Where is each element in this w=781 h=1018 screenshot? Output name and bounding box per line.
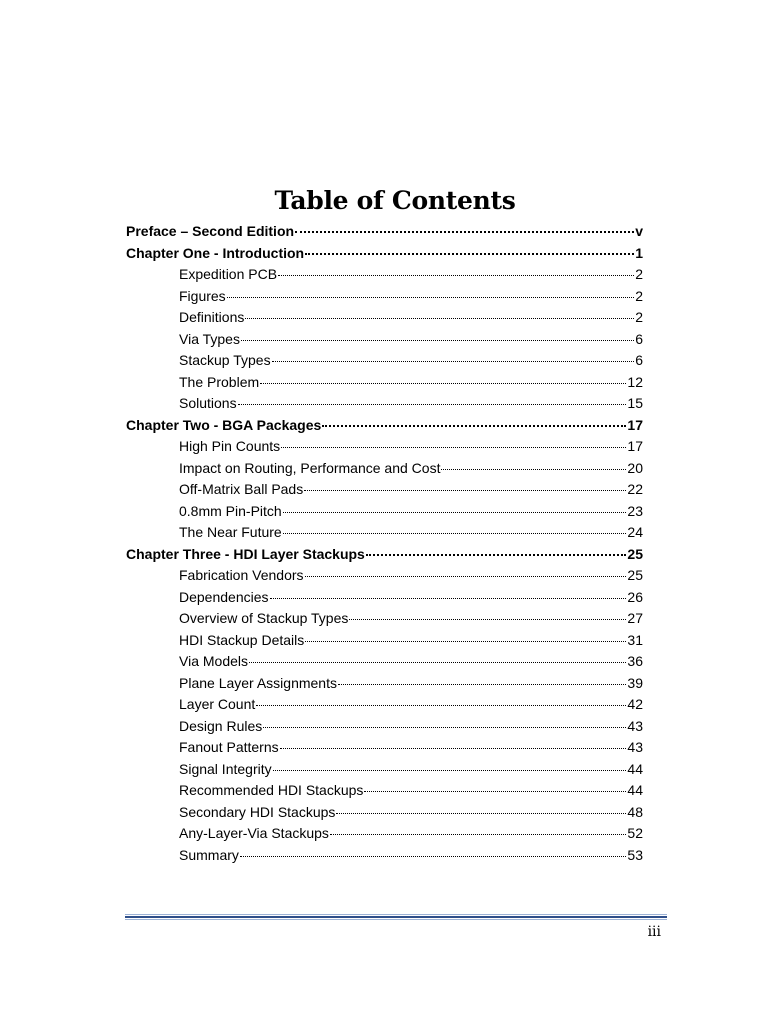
toc-entry-label: Plane Layer Assignments bbox=[179, 674, 337, 691]
toc-section-entry[interactable] bbox=[126, 632, 643, 654]
toc-dot-leader bbox=[280, 748, 627, 749]
toc-entry-page-number: v bbox=[635, 223, 643, 239]
toc-dot-leader bbox=[263, 727, 626, 728]
toc-chapter-entry[interactable] bbox=[126, 245, 643, 267]
toc-entry-label: Signal Integrity bbox=[179, 760, 272, 777]
toc-entry-page-number: 39 bbox=[627, 674, 643, 691]
toc-dot-leader bbox=[305, 641, 626, 642]
toc-dot-leader bbox=[305, 576, 627, 577]
toc-entry-label: The Near Future bbox=[179, 524, 282, 540]
toc-dot-leader bbox=[349, 619, 626, 620]
toc-entry-label: 0.8mm Pin-Pitch bbox=[179, 502, 282, 519]
toc-dot-leader bbox=[283, 533, 627, 534]
toc-dot-leader bbox=[330, 834, 626, 835]
toc-entry-page-number: 6 bbox=[635, 352, 643, 368]
toc-entry-page-number: 23 bbox=[627, 502, 643, 519]
toc-entry-page-number: 2 bbox=[635, 287, 643, 304]
footer-rule-thick bbox=[125, 916, 667, 918]
footer-rule-thin-bottom bbox=[125, 919, 667, 920]
toc-section-entry[interactable] bbox=[126, 481, 643, 503]
toc-dot-leader bbox=[273, 770, 627, 771]
toc-section-entry[interactable] bbox=[126, 825, 643, 847]
toc-entry-label: Definitions bbox=[179, 309, 245, 325]
toc-dot-leader bbox=[278, 275, 634, 276]
toc-section-entry[interactable] bbox=[126, 589, 643, 611]
toc-section-entry[interactable] bbox=[126, 352, 643, 374]
toc-entry-page-number: 25 bbox=[627, 545, 643, 562]
toc-section-entry[interactable] bbox=[126, 610, 643, 632]
toc-entry-label: High Pin Counts bbox=[179, 438, 281, 454]
toc-dot-leader bbox=[366, 554, 627, 556]
toc-entry-label: Secondary HDI Stackups bbox=[179, 803, 336, 820]
toc-section-entry[interactable] bbox=[126, 288, 643, 310]
toc-entry-page-number: 44 bbox=[627, 782, 643, 798]
toc-entry-label: Impact on Routing, Performance and Cost bbox=[179, 459, 441, 476]
toc-chapter-entry[interactable] bbox=[126, 546, 643, 568]
toc-entry-label: Figures bbox=[179, 287, 226, 304]
toc-entry-page-number: 20 bbox=[627, 459, 643, 476]
toc-dot-leader bbox=[305, 253, 634, 255]
toc-dot-leader bbox=[283, 512, 627, 513]
toc-entry-page-number: 1 bbox=[635, 244, 643, 261]
toc-section-entry[interactable] bbox=[126, 718, 643, 740]
toc-chapter-entry[interactable] bbox=[126, 417, 643, 439]
toc-entry-label: Chapter Two - BGA Packages bbox=[126, 416, 322, 433]
toc-entry-page-number: 26 bbox=[627, 588, 643, 605]
toc-entry-page-number: 17 bbox=[627, 438, 643, 454]
toc-section-entry[interactable] bbox=[126, 675, 643, 697]
toc-entry-label: HDI Stackup Details bbox=[179, 631, 305, 648]
toc-entry-page-number: 15 bbox=[627, 395, 643, 411]
toc-dot-leader bbox=[441, 469, 626, 470]
toc-section-entry[interactable] bbox=[126, 374, 643, 396]
toc-entry-page-number: 2 bbox=[635, 266, 643, 282]
toc-dot-leader bbox=[336, 813, 626, 814]
toc-entry-label: Any-Layer-Via Stackups bbox=[179, 825, 329, 841]
toc-dot-leader bbox=[272, 361, 635, 362]
toc-entry-label: Off-Matrix Ball Pads bbox=[179, 481, 304, 497]
toc-dot-leader bbox=[245, 318, 634, 319]
toc-entry-page-number: 52 bbox=[627, 825, 643, 841]
toc-section-entry[interactable] bbox=[126, 266, 643, 288]
footer-rule bbox=[125, 914, 667, 920]
toc-section-entry[interactable] bbox=[126, 503, 643, 525]
toc-section-entry[interactable] bbox=[126, 804, 643, 826]
toc-dot-leader bbox=[256, 705, 626, 706]
toc-section-entry[interactable] bbox=[126, 331, 643, 353]
toc-section-entry[interactable] bbox=[126, 524, 643, 546]
toc-entry-label: Preface – Second Edition bbox=[126, 223, 295, 239]
toc-entry-label: Expedition PCB bbox=[179, 266, 278, 282]
toc-entry-label: Summary bbox=[179, 846, 239, 863]
toc-entry-label: Design Rules bbox=[179, 717, 263, 734]
toc-entry-page-number: 17 bbox=[627, 416, 643, 433]
toc-dot-leader bbox=[249, 662, 626, 663]
toc-entry-page-number: 6 bbox=[635, 330, 643, 347]
toc-dot-leader bbox=[240, 856, 627, 857]
toc-entry-label: Layer Count bbox=[179, 696, 256, 712]
toc-dot-leader bbox=[227, 297, 635, 298]
toc-dot-leader bbox=[364, 791, 626, 792]
toc-dot-leader bbox=[238, 404, 627, 405]
toc-dot-leader bbox=[338, 684, 626, 685]
toc-dot-leader bbox=[295, 231, 634, 233]
toc-entry-label: Chapter Three - HDI Layer Stackups bbox=[126, 545, 365, 562]
toc-entry-page-number: 25 bbox=[627, 567, 643, 583]
toc-dot-leader bbox=[304, 490, 626, 491]
toc-entry-page-number: 43 bbox=[627, 739, 643, 755]
toc-entry-page-number: 31 bbox=[627, 631, 643, 648]
toc-entry-label: Fanout Patterns bbox=[179, 739, 279, 755]
toc-entry-label: The Problem bbox=[179, 373, 260, 390]
toc-section-entry[interactable] bbox=[126, 739, 643, 761]
toc-chapter-entry[interactable] bbox=[126, 223, 643, 245]
toc-entry-page-number: 24 bbox=[627, 524, 643, 540]
toc-entry-page-number: 12 bbox=[627, 373, 643, 390]
toc-entry-page-number: 36 bbox=[627, 653, 643, 669]
toc-entry-page-number: 27 bbox=[627, 610, 643, 626]
page-number: iii bbox=[647, 924, 661, 940]
toc-entry-page-number: 2 bbox=[635, 309, 643, 325]
toc-section-entry[interactable] bbox=[126, 782, 643, 804]
toc-entry-page-number: 22 bbox=[627, 481, 643, 497]
toc-section-entry[interactable] bbox=[126, 309, 643, 331]
page-title: Table of Contents bbox=[274, 186, 516, 215]
toc-section-entry[interactable] bbox=[126, 847, 643, 869]
toc-entry-label: Via Types bbox=[179, 330, 240, 347]
footer-rule-thin-top bbox=[125, 914, 667, 915]
toc-entry-label: Recommended HDI Stackups bbox=[179, 782, 364, 798]
toc-section-entry[interactable] bbox=[126, 696, 643, 718]
toc-entry-label: Fabrication Vendors bbox=[179, 567, 304, 583]
toc-entry-label: Stackup Types bbox=[179, 352, 271, 368]
toc-section-entry[interactable] bbox=[126, 460, 643, 482]
toc-entry-page-number: 48 bbox=[627, 803, 643, 820]
toc-entry-label: Dependencies bbox=[179, 588, 269, 605]
toc-dot-leader bbox=[241, 340, 634, 341]
toc-section-entry[interactable] bbox=[126, 567, 643, 589]
table-of-contents bbox=[126, 223, 643, 868]
toc-section-entry[interactable] bbox=[126, 395, 643, 417]
toc-entry-label: Solutions bbox=[179, 395, 237, 411]
toc-section-entry[interactable] bbox=[126, 438, 643, 460]
toc-dot-leader bbox=[322, 425, 626, 427]
toc-entry-label: Chapter One - Introduction bbox=[126, 244, 305, 261]
toc-section-entry[interactable] bbox=[126, 761, 643, 783]
toc-dot-leader bbox=[270, 598, 627, 599]
toc-entry-label: Overview of Stackup Types bbox=[179, 610, 349, 626]
toc-section-entry[interactable] bbox=[126, 653, 643, 675]
toc-entry-page-number: 53 bbox=[627, 846, 643, 863]
toc-entry-page-number: 43 bbox=[627, 717, 643, 734]
toc-entry-page-number: 42 bbox=[627, 696, 643, 712]
toc-entry-label: Via Models bbox=[179, 653, 249, 669]
toc-dot-leader bbox=[281, 447, 626, 448]
toc-entry-page-number: 44 bbox=[627, 760, 643, 777]
toc-dot-leader bbox=[260, 383, 626, 384]
